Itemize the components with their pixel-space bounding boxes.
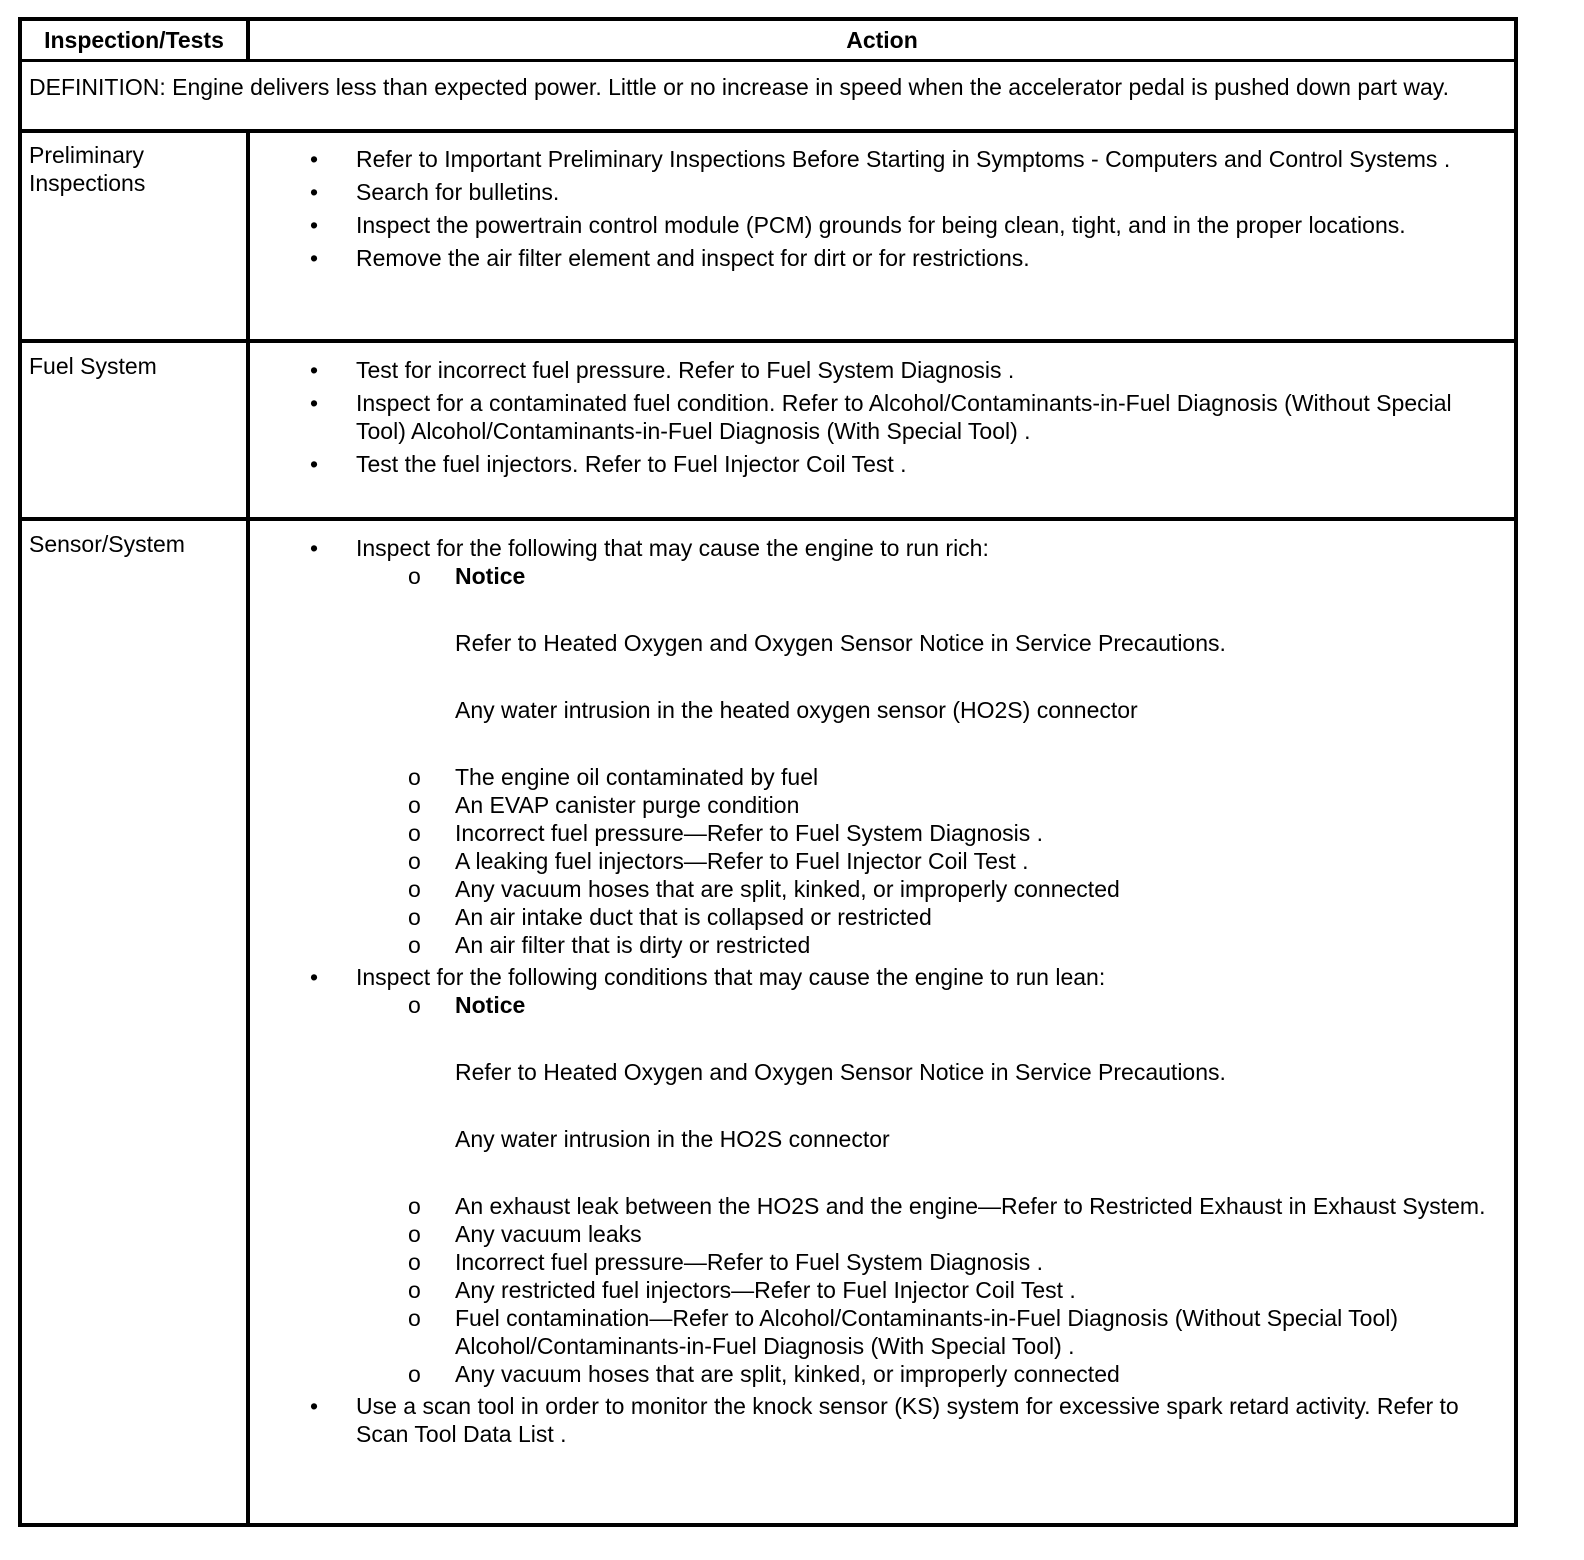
definition-text: DEFINITION: Engine delivers less than expected power. Little or no increase in speed when the accelerator pedal is pushed down part way. — [29, 74, 1449, 100]
sub-bullet-icon: o — [408, 876, 421, 902]
sub-bullet-icon: o — [408, 1277, 421, 1303]
sub-list-item: o Incorrect fuel pressure—Refer to Fuel System Diagnosis . — [408, 820, 1044, 846]
sub-bullet-icon: o — [408, 992, 421, 1018]
header-action: Action — [846, 27, 918, 53]
sub-list-item: o Any vacuum leaks — [408, 1221, 642, 1247]
bullet-icon: • — [310, 146, 319, 172]
sub-bullet-icon: o — [408, 848, 421, 874]
sub-list-item — [250, 562, 1504, 590]
bullet-icon: • — [310, 212, 319, 238]
bullet-icon: • — [310, 964, 319, 990]
notice-item: Any water intrusion in the HO2S connector — [455, 1126, 890, 1152]
list-item: • Inspect for a contaminated fuel condition. Refer to Alcohol/Contaminants-in-Fuel Diagnosis (Without Special Tool) Alcohol/Contaminants-in-Fuel Diagnosis (With Special Tool) . — [310, 390, 1452, 444]
sub-list-item: o An exhaust leak between the HO2S and the engine—Refer to Restricted Exhaust in Exhaust System. — [408, 1193, 1486, 1219]
bullet-icon: • — [310, 357, 319, 383]
row-label-fuel-system: Fuel System — [29, 353, 157, 379]
sub-bullet-icon: o — [408, 563, 421, 589]
row-label-preliminary: Preliminary Inspections — [29, 142, 146, 196]
sub-bullet-icon: o — [408, 764, 421, 790]
sub-list-item: o An air intake duct that is collapsed or restricted — [408, 904, 932, 930]
list-item: • Use a scan tool in order to monitor the knock sensor (KS) system for excessive spark retard activity. Refer to Scan Tool Data List . — [310, 1393, 1459, 1447]
header-inspection-tests: Inspection/Tests — [44, 27, 224, 53]
sub-bullet-icon: o — [408, 1305, 421, 1331]
sub-bullet-icon: o — [408, 904, 421, 930]
notice-text: Refer to Heated Oxygen and Oxygen Sensor Notice in Service Precautions. — [455, 1059, 1226, 1085]
list-item: • Test the fuel injectors. Refer to Fuel Injector Coil Test . — [310, 451, 907, 477]
sub-list-item: o Incorrect fuel pressure—Refer to Fuel System Diagnosis . — [408, 1249, 1044, 1275]
list-item: • Remove the air filter element and inspect for dirt or for restrictions. — [310, 245, 1030, 271]
sub-list-item — [250, 991, 1504, 1019]
sub-bullet-icon: o — [408, 1221, 421, 1247]
bullet-icon: • — [310, 245, 319, 271]
sensor-items — [250, 534, 1504, 1448]
bullet-icon: • — [310, 179, 319, 205]
header-divider — [22, 59, 1514, 62]
diagnostic-table — [18, 17, 1518, 1527]
sub-list-item: o Fuel contamination—Refer to Alcohol/Contaminants-in-Fuel Diagnosis (Without Special Tool) Alcohol/Contaminants-in-Fuel Diagnosis (With Special Tool) . — [408, 1305, 1399, 1359]
sub-list-item: o Any vacuum hoses that are split, kinked, or improperly connected — [408, 876, 1120, 902]
sub-list-item: o The engine oil contaminated by fuel — [408, 764, 819, 790]
sub-bullet-icon: o — [408, 1249, 421, 1275]
sub-bullet-icon: o — [408, 1361, 421, 1387]
bullet-icon: • — [310, 451, 319, 477]
notice-text: Refer to Heated Oxygen and Oxygen Sensor Notice in Service Precautions. — [455, 630, 1226, 656]
list-item: • Search for bulletins. — [310, 179, 560, 205]
notice-title: Notice — [455, 563, 526, 589]
bullet-icon: • — [310, 535, 319, 561]
list-item: • Inspect for the following that may cause the engine to run rich: — [310, 535, 989, 561]
bullet-icon: • — [310, 390, 319, 416]
sub-bullet-icon: o — [408, 820, 421, 846]
list-item: • Refer to Important Preliminary Inspections Before Starting in Symptoms - Computers and Control Systems . — [310, 146, 1451, 172]
sub-list-item: o Any restricted fuel injectors—Refer to Fuel Injector Coil Test . — [408, 1277, 1076, 1303]
list-item: • Inspect for the following conditions that may cause the engine to run lean: — [310, 964, 1106, 990]
list-item: • Inspect the powertrain control module (PCM) grounds for being clean, tight, and in the proper locations. — [310, 212, 1406, 238]
sub-list-item: o Any vacuum hoses that are split, kinked, or improperly connected — [408, 1361, 1120, 1387]
notice-title: Notice — [455, 992, 526, 1018]
row-label-sensor-system: Sensor/System — [29, 531, 185, 557]
sub-bullet-icon: o — [408, 792, 421, 818]
bullet-icon: • — [310, 1393, 319, 1419]
sub-bullet-icon: o — [408, 932, 421, 958]
sub-list-item: o A leaking fuel injectors—Refer to Fuel Injector Coil Test . — [408, 848, 1029, 874]
sub-list-item: o An EVAP canister purge condition — [408, 792, 800, 818]
list-item: • Test for incorrect fuel pressure. Refer to Fuel System Diagnosis . — [310, 357, 1015, 383]
fuel-items — [250, 356, 1504, 478]
notice-item: Any water intrusion in the heated oxygen sensor (HO2S) connector — [455, 697, 1138, 723]
preliminary-items — [250, 145, 1504, 272]
sub-bullet-icon: o — [408, 1193, 421, 1219]
sub-list-item: o An air filter that is dirty or restricted — [408, 932, 811, 958]
